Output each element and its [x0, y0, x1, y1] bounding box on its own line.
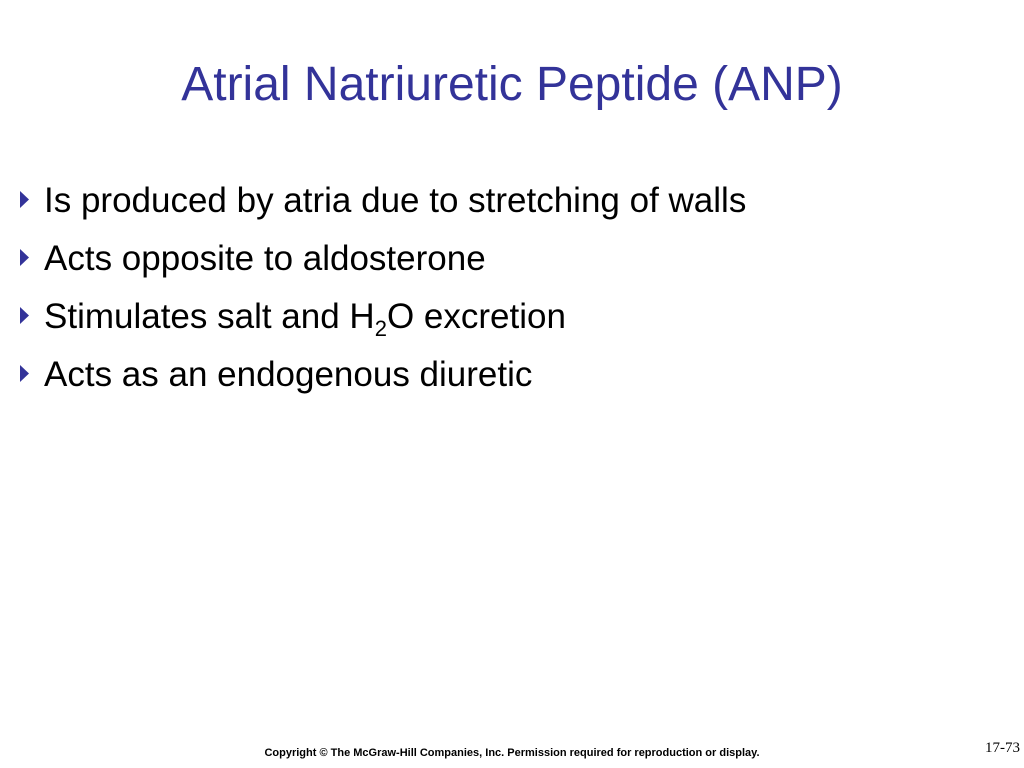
bullet-list — [20, 176, 1000, 408]
bullet-text — [44, 292, 566, 342]
bullet-text: Is produced by atria due to stretching of walls — [44, 181, 747, 220]
bullet-item — [20, 350, 1000, 408]
bullet-text: Acts as an endogenous diuretic — [44, 355, 533, 394]
triangle-right-icon — [20, 234, 44, 266]
slide-number: 17-73 — [985, 740, 1020, 756]
bullet-item — [20, 234, 1000, 292]
bullet-item — [20, 176, 1000, 234]
slide-title: Atrial Natriuretic Peptide (ANP) — [181, 58, 843, 111]
bullet-text-after: O excretion — [386, 297, 566, 336]
subscript-two: 2 — [374, 316, 387, 341]
bullet-text: Acts opposite to aldosterone — [44, 239, 486, 278]
bullet-item — [20, 292, 1000, 350]
triangle-right-icon — [20, 176, 44, 208]
triangle-right-icon — [20, 350, 44, 382]
bullet-text-before: Stimulates salt and H — [44, 297, 375, 336]
triangle-right-icon — [20, 292, 44, 324]
copyright-notice: Copyright © The McGraw-Hill Companies, Inc. Permission required for reproduction or display. — [264, 747, 760, 759]
